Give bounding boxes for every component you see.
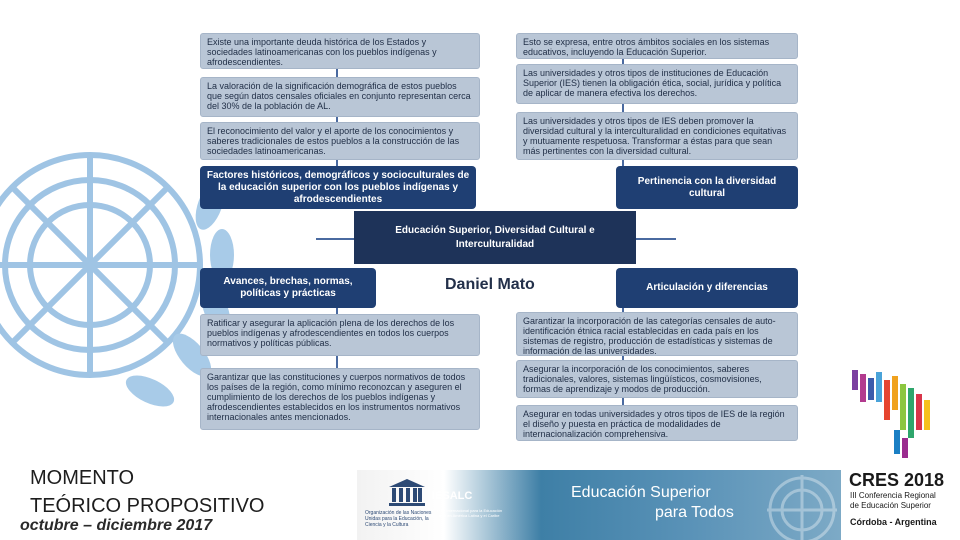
category-bottom-right: Articulación y diferencias <box>616 268 798 308</box>
cres-logo-icon <box>850 368 945 468</box>
cres-title: CRES 2018 <box>849 470 945 490</box>
bottom-right-item-1: Garantizar la incorporación de las categorías censales de auto-identificación étnica racial establecidas en cada país en los sistemas de registro, producción de estadísticas y sistemas de información de las universidades. <box>516 312 798 356</box>
bottom-right-item-3: Asegurar en todas universidades y otros tipos de IES de la región el diseño y puesta en práctica de modalidades de internacionalización comprehensiva. <box>516 405 798 441</box>
un-emblem-small-icon <box>757 470 841 540</box>
connector-center-right <box>636 238 676 240</box>
cres-subtitle-line2: de Educación Superior <box>850 501 931 510</box>
momento-date: octubre – diciembre 2017 <box>20 517 213 534</box>
top-left-item-1: Existe una importante deuda histórica de los Estados y sociedades latinoamericanas con los pueblos indígenas y afrodescendientes. <box>200 33 480 69</box>
top-right-item-3: Las universidades y otros tipos de IES deben promover la diversidad cultural y la interculturalidad en condiciones equitativas y mutuamente respetuosa. Transformar a éstas para que sean más pertinentes con la diversidad cultural. <box>516 112 798 160</box>
banner-title-line2: para Todos <box>655 504 734 521</box>
momento-title <box>30 464 264 520</box>
iesalc-sub-text: Instituto Internacional para la Educación Superior en América Latina y el Caribe <box>431 508 503 518</box>
unesco-temple-icon <box>387 478 427 506</box>
unesco-org-text: Organización de las Naciones Unidas para la Educación, la Ciencia y la Cultura <box>365 510 432 528</box>
cres-city: Córdoba - Argentina <box>850 517 937 527</box>
bottom-left-item-1: Ratificar y asegurar la aplicación plena de los derechos de los pueblos indígenas y afrodescendientes en todos los cuerpos normativos y políticas públicas. <box>200 314 480 356</box>
momento-title-line2: TEÓRICO PROPOSITIVO <box>30 495 265 517</box>
top-left-item-2: La valoración de la significación demográfica de estos pueblos que según datos censales oficiales en conjunto representan cerca del 30% de la población de AL. <box>200 77 480 117</box>
category-bottom-left: Avances, brechas, normas, políticas y prácticas <box>200 268 376 308</box>
category-top-left: Factores históricos, demográficos y socioculturales de la educación superior con los pueblos indígenas y afrodescendientes <box>200 166 476 209</box>
top-right-item-2: Las universidades y otros tipos de instituciones de Educación Superior (IES) tienen la obligación ética, social, jurídica y política de aplicar de manera efectiva los derechos. <box>516 64 798 104</box>
center-topic: Educación Superior, Diversidad Cultural e Interculturalidad <box>354 211 636 264</box>
connector-center-left <box>316 238 356 240</box>
iesalc-label: IESALC <box>432 490 473 502</box>
banner-title-line1: Educación Superior <box>571 484 711 501</box>
cres-subtitle-line1: III Conferencia Regional <box>850 491 936 500</box>
category-top-right: Pertinencia con la diversidad cultural <box>616 166 798 209</box>
momento-title-line1: MOMENTO <box>30 467 135 489</box>
top-right-item-1: Esto se expresa, entre otros ámbitos sociales en los sistemas educativos, incluyendo la Educación Superior. <box>516 33 798 59</box>
bottom-right-item-2: Asegurar la incorporación de los conocimientos, saberes tradicionales, valores, sistemas lingüísticos, cosmovisiones, formas de aprendizaje y modos de producción. <box>516 360 798 398</box>
top-left-item-3: El reconocimiento del valor y el aporte de los conocimientos y saberes tradicionales de estos pueblos a la construcción de las sociedades latinoamericanas. <box>200 122 480 160</box>
iesalc-banner <box>357 470 841 540</box>
bottom-left-item-2: Garantizar que las constituciones y cuerpos normativos de todos los países de la región, como mínimo reconozcan y aseguren el cumplimiento de los derechos de los pueblos indígenas y afrodescendientes establecidos en los instrumentos normativos internacionales antes mencionados. <box>200 368 480 430</box>
author-name: Daniel Mato <box>445 276 535 293</box>
